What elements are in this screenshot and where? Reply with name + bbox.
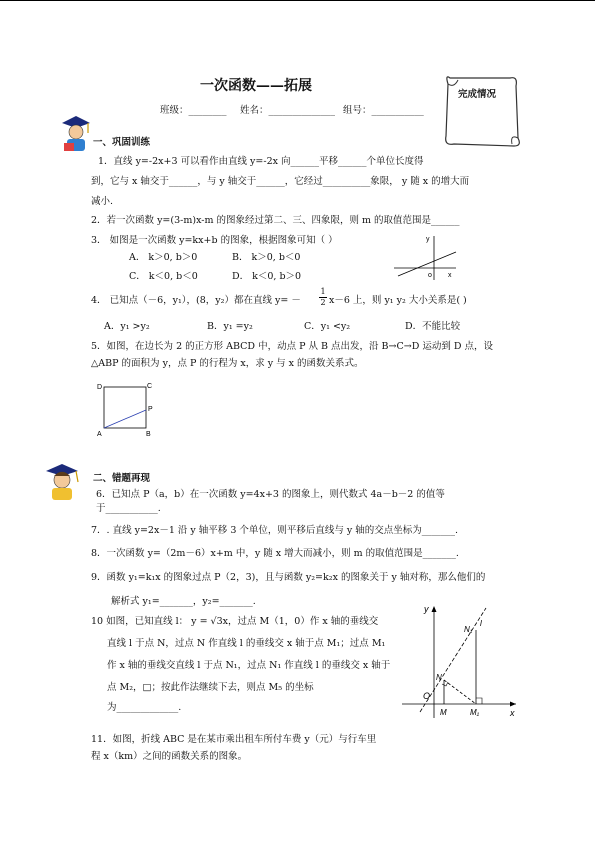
q10-l-label: l — [480, 619, 482, 628]
segment-nm1 — [444, 680, 476, 704]
q10-y-label: y — [424, 604, 429, 614]
student-icon — [40, 462, 84, 504]
q4-option-b: B．y₁ =y₂ — [207, 321, 253, 332]
q11-line2: 程 x（km）之间的函数关系的图象。 — [91, 751, 248, 762]
q1-line3: 减小. — [91, 196, 114, 207]
q4-fraction-num: 1 — [320, 287, 326, 296]
right-angle-m1 — [476, 698, 482, 704]
q10-line5: 为_____________. — [107, 702, 182, 713]
q3-graph — [390, 232, 460, 282]
q3-option-b: B． k＞0, b＜0 — [232, 252, 301, 263]
q4-fraction-den: 2 — [320, 298, 326, 307]
q4-option-a: A．y₁ >y₂ — [104, 321, 150, 332]
q10-line2: 直线 l 于点 N，过点 N 作直线 l 的垂线交 x 轴于点 M₁；过点 M₁ — [107, 638, 386, 649]
name-field: 姓名：______________ — [240, 105, 336, 116]
q10-line4: 点 M₂，□；按此作法继续下去，则点 M₅ 的坐标 — [107, 682, 314, 693]
label-d: D — [97, 384, 103, 391]
student-icon — [58, 113, 92, 155]
q6-line2: 于___________. — [96, 503, 161, 514]
q4-text-pre: 4． 已知点（－6，y₁），(8，y₂）都在直线 y= － — [91, 295, 301, 306]
q3-x-label: x — [448, 272, 452, 279]
q1-line1: 1．直线 y=-2x+3 可以看作由直线 y=-2x 向______平移______个单位长度得 — [98, 156, 424, 167]
q1-line2: 到，它与 x 轴交于______，与 y 轴交于______，它经过__________象限， y 随 x 的增大而 — [91, 176, 470, 187]
q7: 7．. 直线 y=2x－1 沿 y 轴平移 3 个单位，则平移后直线与 y 轴的交点坐标为_______. — [91, 525, 459, 536]
q5-line2: △ABP 的面积为 y，点 P 的行程为 x，求 y 与 x 的函数关系式。 — [91, 358, 364, 369]
right-angle-n — [442, 682, 448, 686]
label-a: A — [97, 431, 102, 438]
q10-y-arrow — [432, 606, 437, 612]
q10-line1: 10 如图，已知直线 l： y = √3x，过点 M（1，0）作 x 轴的垂线交 — [91, 616, 379, 627]
q3-option-a: A． k＞0, b＞0 — [129, 252, 198, 263]
q3-origin-label: o — [428, 272, 432, 279]
q3-option-c: C． k＜0, b＜0 — [129, 271, 198, 282]
q10-m-label: M — [440, 708, 447, 717]
section2-heading: 二、错题再现 — [93, 473, 151, 484]
q8: 8．一次函数 y=（2m－6）x+m 中，y 随 x 增大而减小，则 m 的取值范围是_______. — [91, 548, 459, 559]
q3: 3． 如图是一次函数 y=kx+b 的图象，根据图象可知（ ） — [91, 235, 338, 246]
group-field: 组号：___________ — [343, 105, 424, 116]
segment-ap — [104, 410, 146, 428]
q9-line1: 9．函数 y₁=k₁x 的图象过点 P（2，3)，且与函数 y₂=k₂x 的图象关于 y 轴对称，那么他们的 — [91, 572, 486, 583]
q2: 2．若一次函数 y=(3-m)x-m 的图象经过第二、三、四象限，则 m 的取值范围是______ — [91, 215, 460, 226]
top-border — [0, 0, 595, 1]
page-title: 一次函数——拓展 — [200, 78, 312, 94]
q4-option-c: C．y₁ <y₂ — [304, 321, 351, 332]
completion-label: 完成情况 — [458, 89, 497, 100]
label-c: C — [147, 383, 153, 390]
section1-heading: 一、巩固训练 — [93, 137, 151, 148]
q11-line1: 11．如图，折线 ABC 是在某市乘出租车所付车费 y（元）与行车里 — [91, 734, 377, 745]
q10-m1-label: M₁ — [470, 708, 480, 717]
q10-x-label: x — [510, 708, 515, 718]
q10-origin-label: O — [423, 691, 431, 701]
square-abcd — [104, 387, 146, 428]
q4-text-post: x－6 上，则 y₁ y₂ 大小关系是( ) — [329, 295, 467, 306]
q6-line1: 6．已知点 P（a，b）在一次函数 y=4x+3 的图象上，则代数式 4a－b－2 的值等 — [96, 489, 445, 500]
q10-n1-label: N₁ — [464, 625, 473, 634]
class-field: 班级：________ — [160, 105, 227, 116]
square-figure — [94, 378, 159, 440]
q4-fraction — [319, 287, 327, 308]
q3-y-label: y — [426, 236, 430, 243]
label-b: B — [146, 431, 151, 438]
q10-graph — [398, 600, 522, 722]
completion-scroll — [440, 72, 525, 152]
q3-option-d: D． k＜0, b＞0 — [232, 271, 302, 282]
q4-option-d: D．不能比较 — [405, 321, 461, 332]
q10-line3: 作 x 轴的垂线交直线 l 于点 N₁，过点 N₁ 作直线 l 的垂线交 x 轴于 — [107, 660, 391, 671]
label-p: P — [148, 406, 153, 413]
q5-line1: 5．如图，在边长为 2 的正方形 ABCD 中，动点 P 从 B 点出发，沿 B→C→D 运动到 D 点，设 — [91, 341, 494, 352]
q10-x-arrow — [510, 702, 516, 707]
q10-n-label: N — [436, 673, 442, 682]
q9-line2: 解析式 y₁=_______，y₂=_______. — [111, 596, 256, 607]
